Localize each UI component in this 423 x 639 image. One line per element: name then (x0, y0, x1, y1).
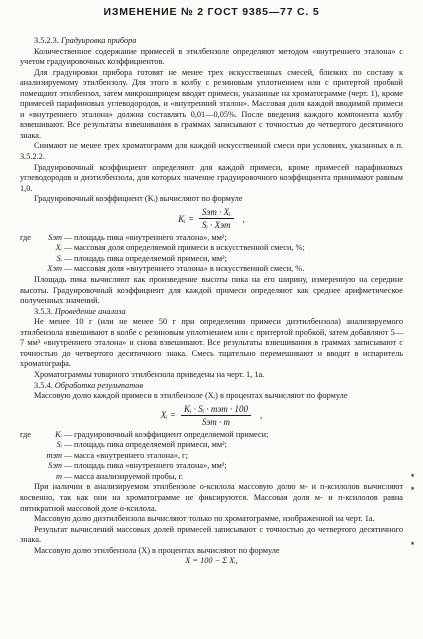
legend-dash: — (64, 471, 73, 481)
section-title: Проведение анализа (54, 306, 126, 316)
formula-trail: , (259, 410, 263, 421)
legend-dash: — (64, 243, 73, 253)
formula-denominator: Sэт · m (201, 417, 231, 428)
formula-lhs: Xᵢ = (160, 410, 177, 421)
paragraph: Площадь пика вычисляют как произведение высоты пика на его ширину, измеренную на середине высоты. Градуировочный коэффициент для каждой примеси определяют как среднее арифметическое полученных значений. (20, 275, 403, 306)
legend-lead (20, 243, 34, 254)
legend-lead (20, 254, 34, 265)
formula-legend-row (20, 430, 403, 441)
paragraph: Хроматограммы товарного этилбензола приведены на черт. 1, 1а. (34, 369, 265, 379)
legend-lead: где (20, 232, 31, 242)
legend-symbol: Sᵢ (56, 440, 62, 450)
legend-dash: — (64, 264, 73, 274)
formula-denominator: Sᵢ · Xэт (201, 220, 231, 231)
legend-description: площадь пика «внутреннего эталона», мм²; (74, 461, 227, 471)
formula-numerator: Sэт · Xᵢ (199, 207, 234, 220)
document-body (20, 36, 403, 567)
legend-symbol: m (56, 471, 62, 481)
formula-legend-row (20, 472, 403, 483)
legend-symbol: Sэт (48, 232, 62, 242)
section-number: 3.5.2.3. (34, 36, 59, 45)
legend-description: градуировочный коэффициент определяемой примеси; (74, 429, 269, 439)
formula-legend-row (20, 243, 403, 254)
legend-description: площадь пика определяемой примеси, мм²; (74, 440, 227, 450)
legend-dash: — (64, 450, 73, 460)
legend-lead (20, 461, 34, 472)
section-heading (20, 381, 403, 392)
legend-dash: — (64, 429, 73, 439)
legend-description: масса анализируемой пробы, г. (74, 471, 184, 481)
legend-lead (20, 472, 34, 483)
paragraph: Массовую долю каждой примеси в этилбензоле (Xᵢ) в процентах вычисляют по формуле (34, 391, 348, 401)
paragraph: Снимают не менее трех хроматограмм для каждой искусственной смеси при условиях, указанных в п. 3.5.2.2. (20, 141, 403, 162)
paragraph: Массовую долю диэтилбензола вычисляют только по хроматограмме, изображенной на черт. 1а. (34, 514, 375, 524)
legend-symbol: mэт (46, 450, 62, 460)
formula (20, 207, 403, 231)
page-header: ИЗМЕНЕНИЕ № 2 ГОСТ 9385—77 С. 5 (103, 6, 320, 18)
legend-description: масса «внутреннего эталона», г; (74, 450, 188, 460)
formula-legend-row (20, 461, 403, 472)
paragraph: Для градуировки прибора готовят не менее трех искусственных смесей, близких по составу к анализируемому этилбензолу. Для этого в колбу с резиновым уплотнением или с притертой пробкой помещают этилбензол, затем микрошприцем вводят примеси, указанные на хроматограмме (черт. 1), кроме примесей парафиновых углеводородов, и «внутренний эталон». Массовая доля каждой вводимой примеси и «внутреннего эталона» должна составлять 0,01—0,05%. После введения каждого компонента колбу взвешивают. Все результаты взвешивания в граммах записывают с точностью до четвертого десятичного знака. (20, 67, 403, 140)
legend-lead: где (20, 429, 31, 439)
formula-legend-row (20, 440, 403, 451)
section-number: 3.5.3. (34, 306, 53, 316)
legend-symbol: Kᵢ (55, 429, 62, 439)
legend-lead (20, 264, 34, 275)
formula-fraction (199, 207, 234, 231)
section-heading (20, 36, 403, 47)
formula-legend-row (20, 254, 403, 265)
legend-dash: — (64, 440, 73, 450)
section-title: Обработка результатов (54, 380, 143, 390)
paragraph: Не менее 10 г (или не менее 50 г при определении примеси диэтилбензола) анализируемого этилбензола взвешивают в колбе с резиновым уплотнением или с притертой пробкой, затем добавляют 5—7 мм³ «внутреннего эталона» и снова взвешивают. Все результаты взвешивания в граммах записывают с точностью до четвертого десятичного знака. Смесь тщательно перемешивают и вводят в испаритель хроматографа. (20, 317, 403, 369)
legend-dash: — (64, 461, 73, 471)
legend-description: массовая доля «внутреннего эталона» в искусственной смеси, %. (74, 264, 305, 274)
formula-trail: , (242, 213, 245, 224)
section-number: 3.5.4. (34, 380, 53, 390)
formula-fraction (181, 404, 251, 428)
legend-symbol: Xᵢ (55, 243, 62, 253)
margin-mark: ٭ (410, 470, 415, 480)
paragraph: Количественное содержание примесей в этилбензоле определяют методом «внутреннего эталона» с учетом градуировочных коэффициентов. (20, 46, 403, 67)
paragraph: Массовую долю этилбензола (X) в процентах вычисляют по формуле (34, 545, 280, 555)
legend-symbol: Sэт (48, 461, 62, 471)
legend-symbol: Sᵢ (56, 253, 62, 263)
legend-dash: — (64, 232, 73, 242)
legend-lead (20, 440, 34, 451)
paragraph: Результат вычислений массовых долей примесей записывают с точностью до четвертого десятичного знака. (20, 524, 403, 545)
legend-description: площадь пика определяемой примеси, мм²; (74, 253, 227, 263)
formula-legend-row (20, 451, 403, 462)
section-heading (20, 307, 403, 318)
paragraph: Градуировочный коэффициент (Kᵢ) вычисляют по формуле (34, 194, 243, 204)
formula-legend-row (20, 233, 403, 244)
formula (20, 404, 403, 428)
paragraph: При наличии в анализируемом этилбензоле о-ксилола массовую долю м- и п-ксилолов вычисляют косвенно, так как они на хроматограмме не фиксируются. Массовая доля м- и п-ксилолов равна пятикратной массовой доле о-ксилола. (20, 482, 403, 513)
formula-lhs: Kᵢ = (178, 213, 194, 224)
legend-description: площадь пика «внутреннего эталона», мм²; (74, 232, 227, 242)
legend-description: массовая доля определяемой примеси в искусственной смеси, %; (74, 243, 305, 253)
margin-mark: ٭ (410, 483, 415, 493)
margin-mark: ٭ (410, 538, 415, 548)
legend-symbol: Xэт (47, 264, 62, 274)
legend-lead (20, 451, 34, 462)
legend-dash: — (64, 253, 73, 263)
section-title: Градуировка прибора (60, 36, 137, 45)
formula-numerator: Kᵢ · Sᵢ · mэт · 100 (181, 404, 251, 417)
formula-legend-row (20, 264, 403, 275)
centered-formula: X = 100 − Σ Xᵢ, (185, 556, 238, 566)
paragraph: Градуировочный коэффициент определяют для каждой примеси, кроме примесей парафиновых углеводородов и диэтилбензола, для которых значение градуировочного коэффициента принимают равным 1,0. (20, 162, 403, 193)
